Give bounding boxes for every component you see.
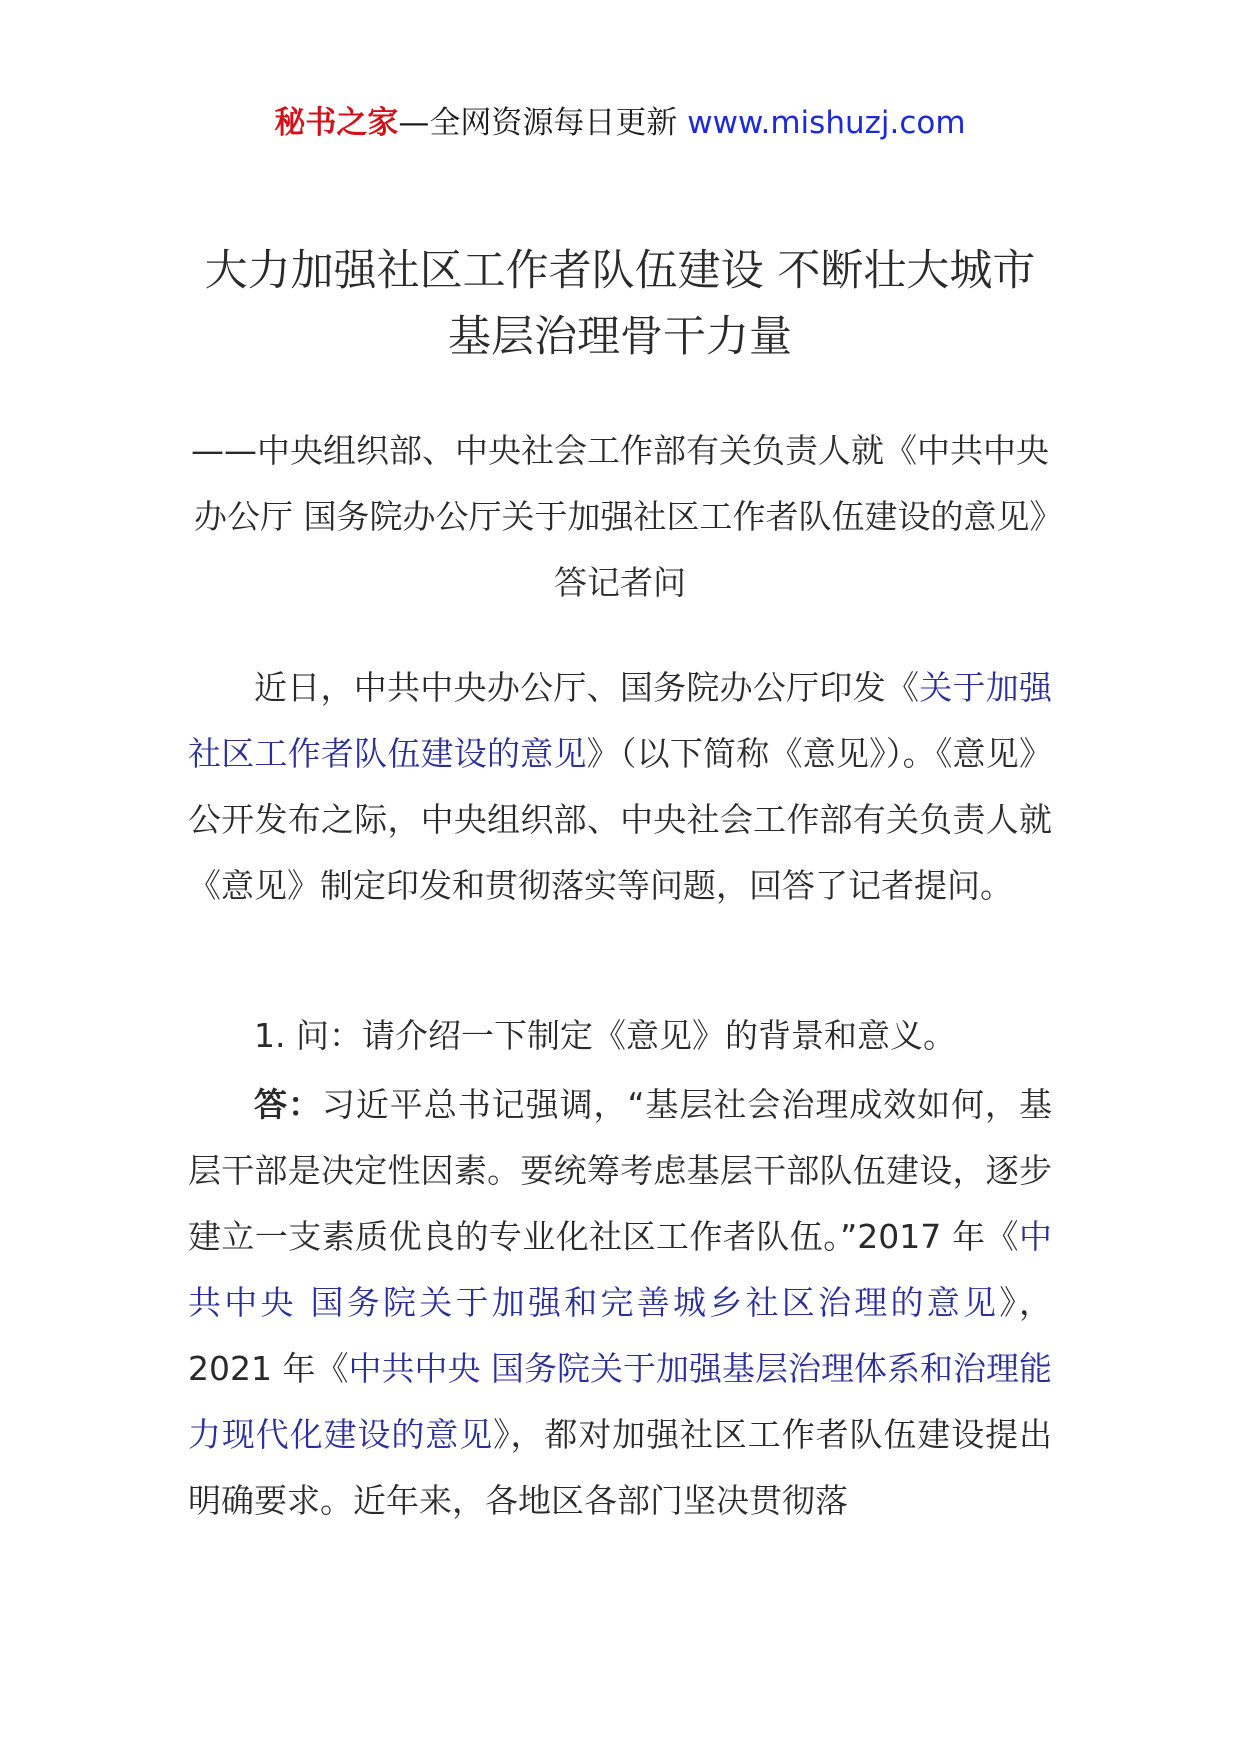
answer-link-2017-opinion[interactable]: 中共中央 国务院关于加强和完善城乡社区治理的意见 xyxy=(188,1217,1052,1322)
site-slogan: —全网资源每日更新 xyxy=(398,105,678,141)
answer-text-1: 习近平总书记强调，“基层社会治理成效如何，基层干部是决定性因素。要统筹考虑基层干部队伍建设，逐步建立一支素质优良的专业化社区工作者队伍。”2017 年《 xyxy=(188,1085,1052,1256)
document-title: 大力加强社区工作者队伍建设 不断壮大城市基层治理骨干力量 xyxy=(204,246,1036,362)
answer-label: 答： xyxy=(254,1085,322,1124)
question-1: 1. 问：请介绍一下制定《意见》的背景和意义。 xyxy=(254,1016,956,1055)
intro-text-1: 近日，中共中央办公厅、国务院办公厅印发《 xyxy=(254,668,920,707)
answer-text-3: 》，都对加强社区工作者队伍建设提出明确要求。近年来，各地区各部门坚决贯彻落 xyxy=(188,1415,1053,1520)
answer-text-2: 》，2021 年《 xyxy=(188,1283,1052,1388)
site-header xyxy=(0,98,1240,148)
site-url-link[interactable]: www.mishuzj.com xyxy=(687,105,966,141)
intro-opinion-link[interactable]: 关于加强社区工作者队伍建设的意见 xyxy=(188,668,1053,773)
intro-text-2: 》（以下简称《意见》）。《意见》公开发布之际，中央组织部、中央社会工作部有关负责人就《意见》制定印发和贯彻落实等问题，回答了记者提问。 xyxy=(188,734,1053,905)
document-subtitle: ——中央组织部、中央社会工作部有关负责人就《中共中央办公厅 国务院办公厅关于加强社区工作者队伍建设的意见》答记者问 xyxy=(191,431,1049,602)
answer-link-2021-opinion[interactable]: 中共中央 国务院关于加强基层治理体系和治理能力现代化建设的意见 xyxy=(188,1349,1052,1454)
answer-1-paragraph xyxy=(188,1072,1052,1534)
site-brand: 秘书之家 xyxy=(274,105,399,141)
intro-paragraph xyxy=(188,655,1052,919)
